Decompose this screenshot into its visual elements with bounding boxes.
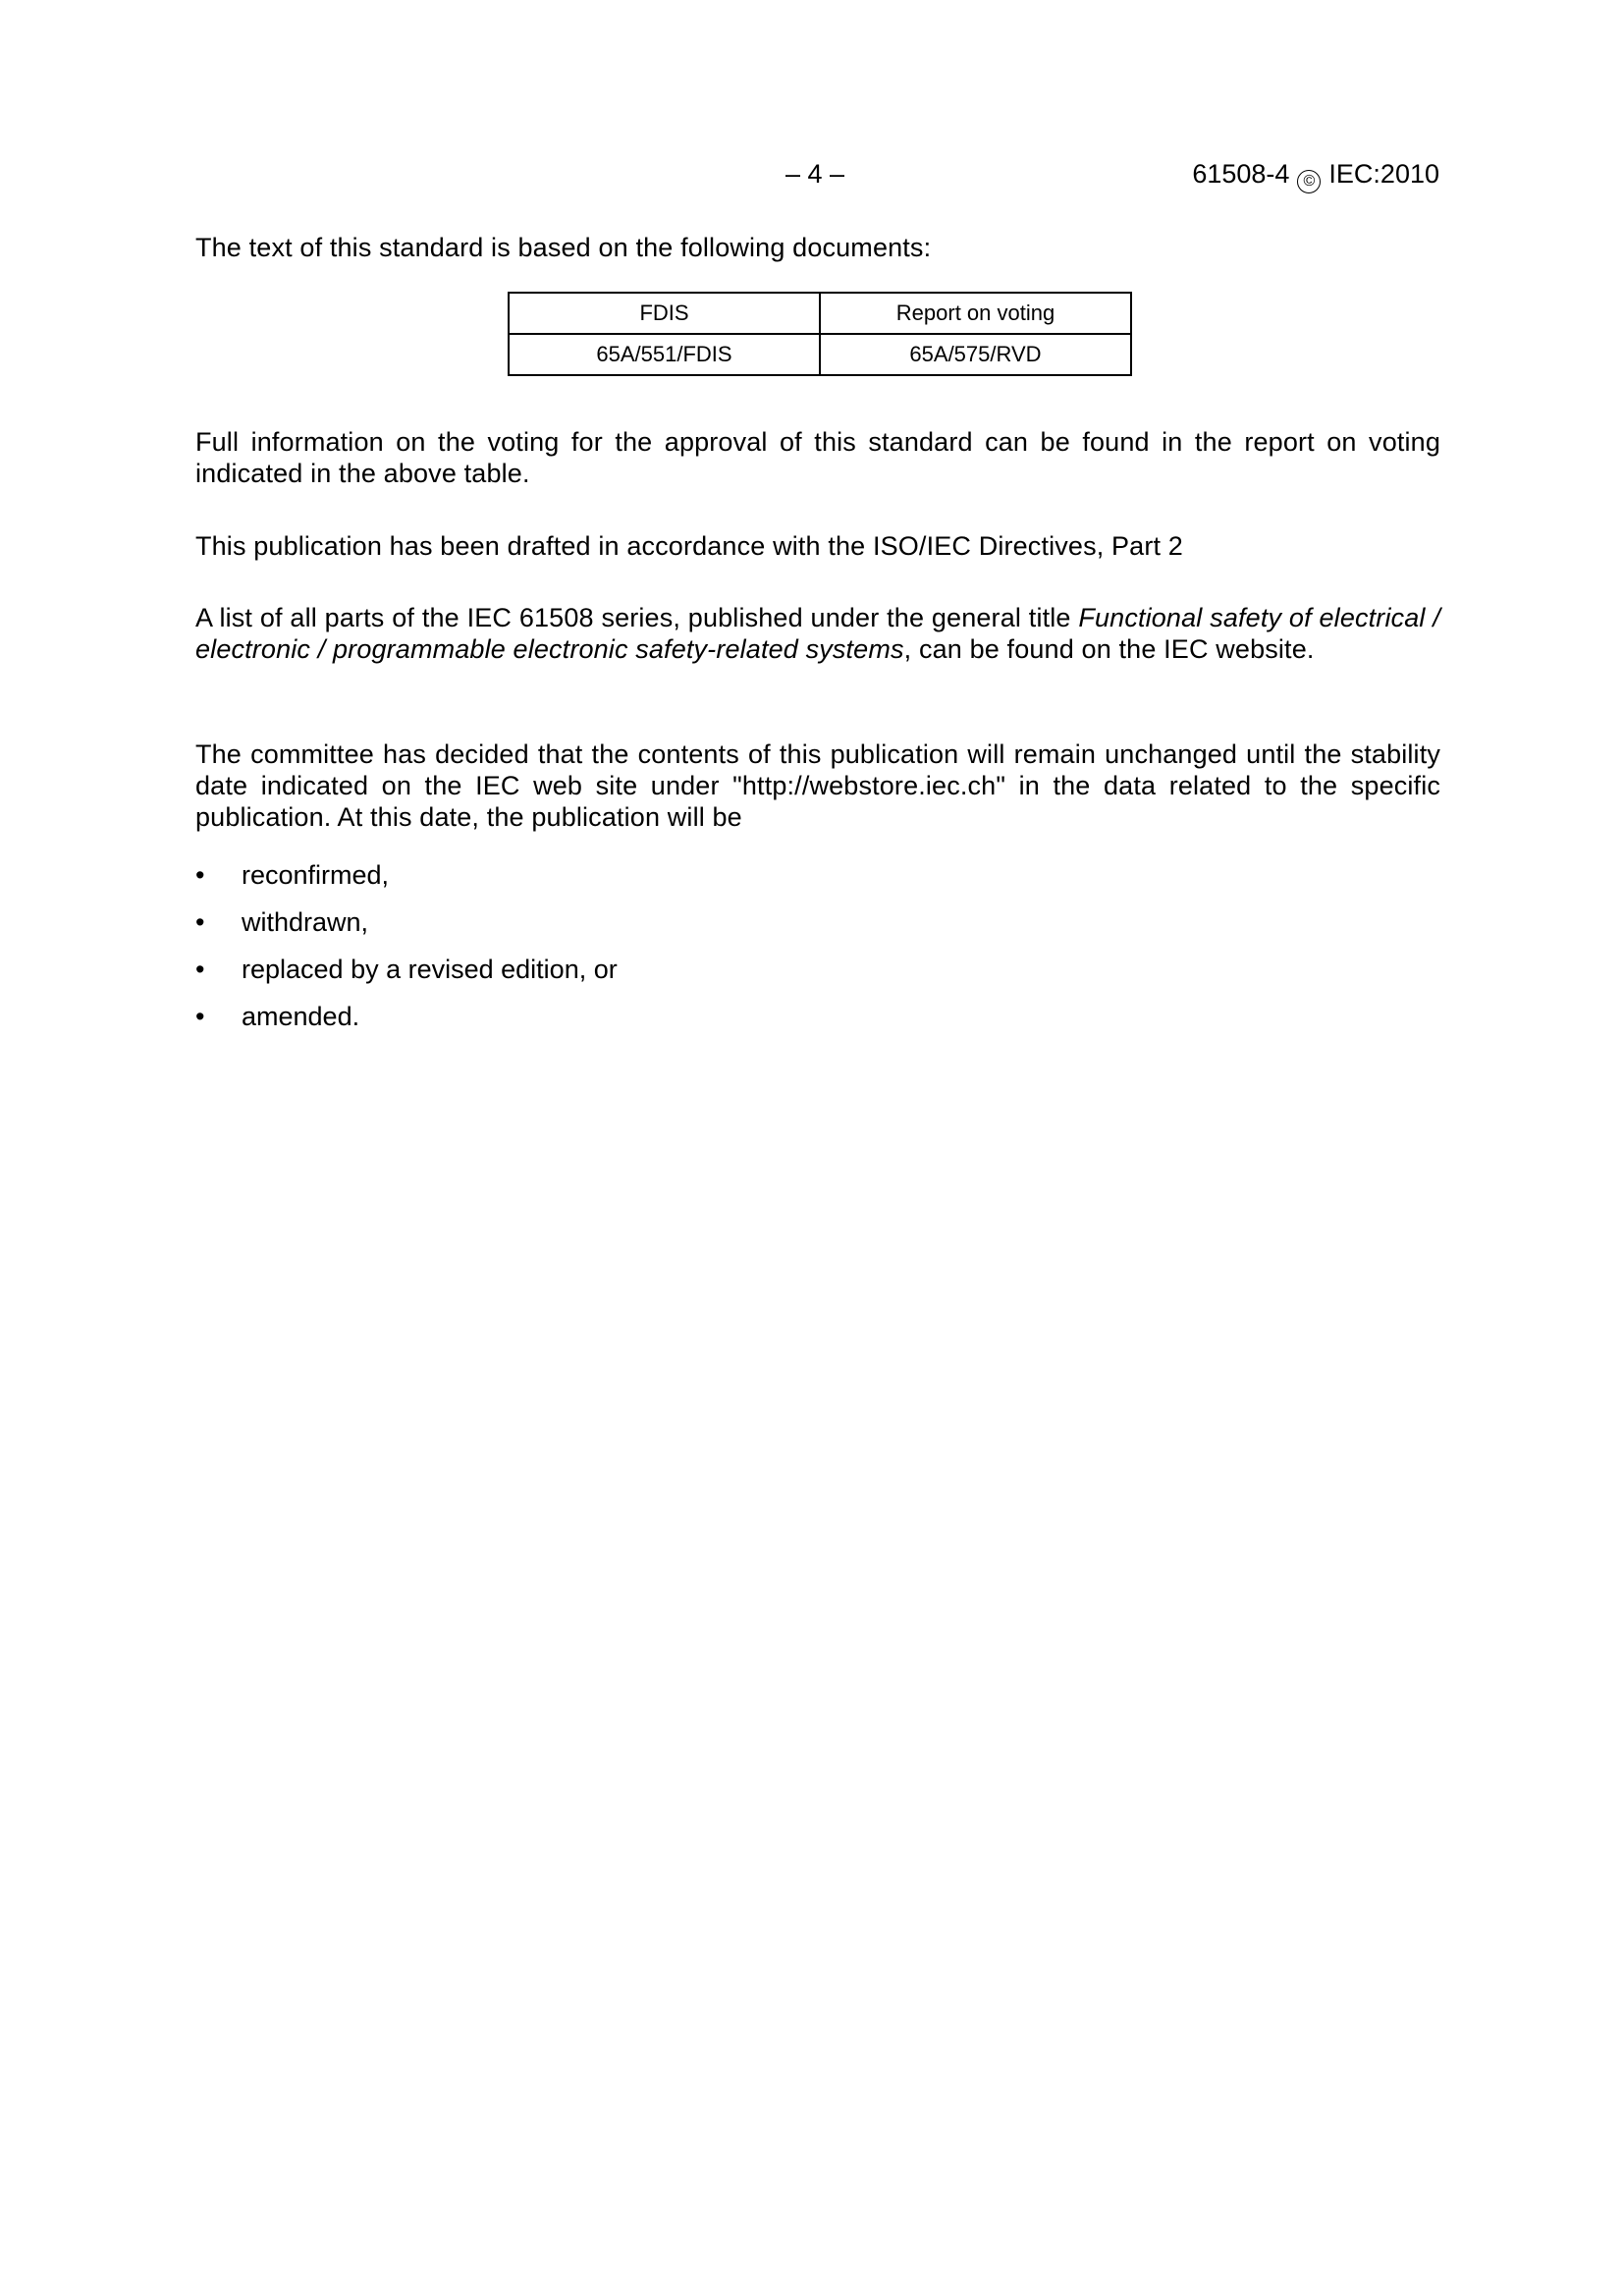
table-header-row	[509, 293, 1131, 334]
document-id: 61508-4	[1192, 159, 1290, 189]
committee-paragraph: The committee has decided that the contents of this publication will remain unchanged until the stability date indicated on the IEC web site under "http://webstore.iec.ch" in the data related to the specific publication. At this date, the publication will be	[195, 739, 1440, 832]
intro-paragraph: The text of this standard is based on the following documents:	[195, 233, 932, 262]
series-paragraph	[195, 602, 1440, 665]
list-item-text: amended.	[242, 1002, 360, 1031]
table-header-fdis: FDIS	[509, 293, 820, 334]
list-item	[195, 954, 618, 1001]
publication-status-list	[195, 859, 618, 1048]
series-text-prefix: A list of all parts of the IEC 61508 series, published under the general title	[195, 603, 1079, 632]
bullet-icon: •	[195, 907, 205, 937]
list-item	[195, 906, 618, 954]
list-item	[195, 1001, 618, 1048]
publisher-year: IEC:2010	[1328, 159, 1439, 189]
list-item	[195, 859, 618, 906]
bullet-icon: •	[195, 955, 205, 984]
document-reference	[1192, 157, 1439, 193]
table-row	[509, 334, 1131, 375]
documents-table	[508, 292, 1132, 376]
bullet-icon: •	[195, 860, 205, 890]
page-number: – 4 –	[784, 159, 845, 189]
voting-info-paragraph: Full information on the voting for the approval of this standard can be found in the report on voting indicated in the above table.	[195, 427, 1440, 488]
table-header-report-on-voting: Report on voting	[820, 293, 1131, 334]
list-item-text: replaced by a revised edition, or	[242, 955, 618, 984]
series-text-suffix: , can be found on the IEC website.	[903, 634, 1315, 664]
bullet-icon: •	[195, 1002, 205, 1031]
list-item-text: withdrawn,	[242, 907, 369, 937]
table-cell-rvd: 65A/575/RVD	[820, 334, 1131, 375]
copyright-icon: ©	[1297, 170, 1321, 193]
drafting-paragraph: This publication has been drafted in accordance with the ISO/IEC Directives, Part 2	[195, 531, 1183, 561]
series-general-title: Functional safety of electrical / electronic / programmable electronic safety-related systems	[195, 603, 1440, 664]
list-item-text: reconfirmed,	[242, 860, 390, 890]
table-cell-fdis: 65A/551/FDIS	[509, 334, 820, 375]
